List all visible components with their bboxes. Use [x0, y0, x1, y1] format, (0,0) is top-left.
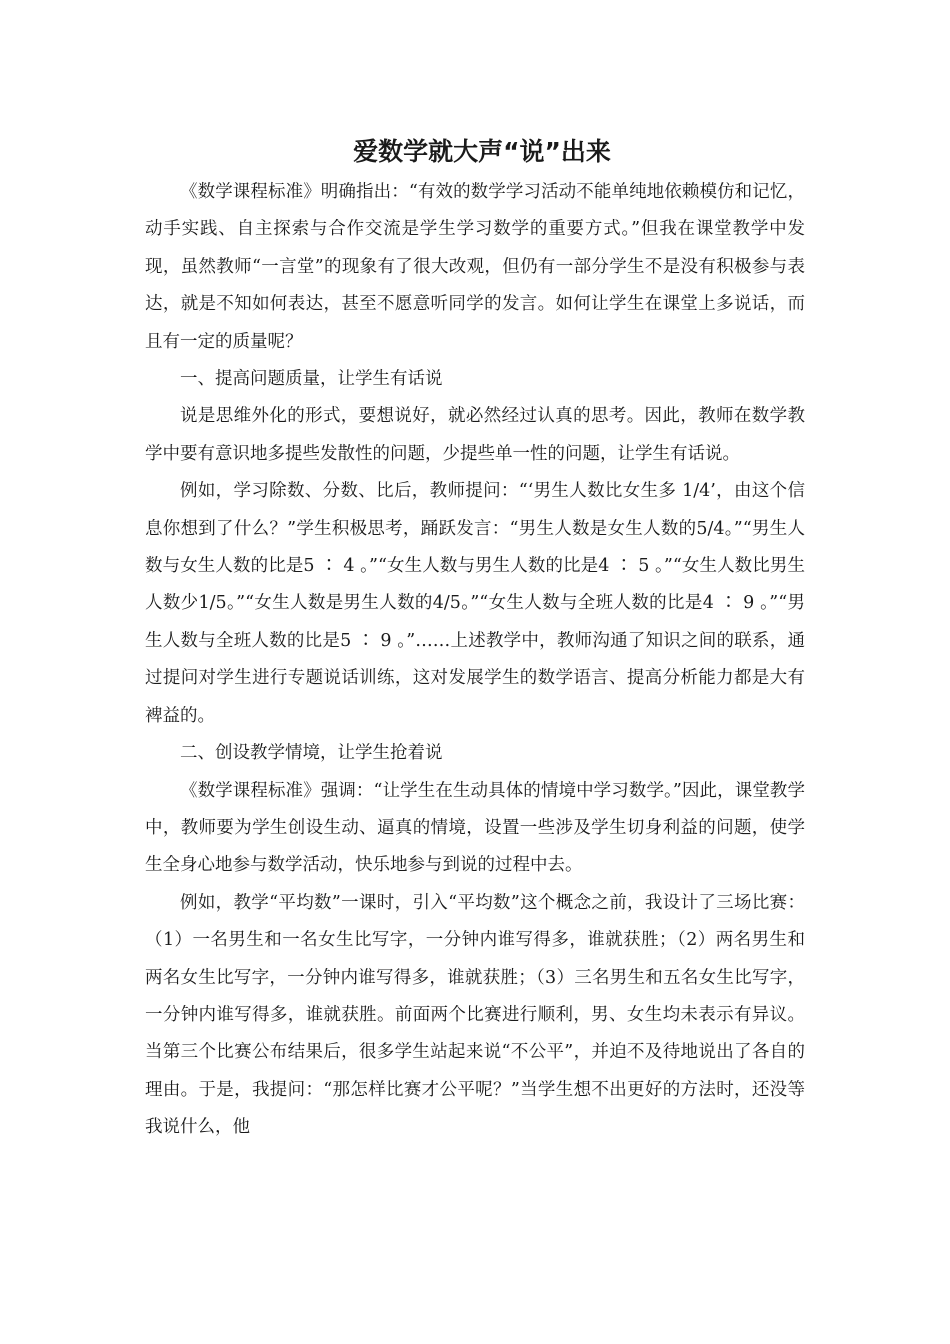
section-heading-2: 二、创设教学情境，让学生抢着说: [180, 743, 443, 764]
section-heading-1: 一、提高问题质量，让学生有话说: [180, 369, 443, 390]
document-body: [145, 130, 805, 1147]
paragraph-section-2-example: 例如，教学“平均数”一课时，引入“平均数”这个概念之前，我设计了三场比赛：（1）一名男生和一名女生比写字，一分钟内谁写得多，谁就获胜；（2）两名男生和两名女生比写字，一分钟内谁写得多，谁就获胜；（3）三名男生和五名女生比写字，一分钟内谁写得多，谁就获胜。前面两个比赛进行顺利，男、女生均未表示有异议。当第三个比赛公布结果后，很多学生站起来说“不公平”，并迫不及待地说出了各自的理由。于是，我提问：“那怎样比赛才公平呢？”当学生想不出更好的方法时，还没等我说什么，他: [145, 892, 805, 1138]
paragraph-section-1-body: 说是思维外化的形式，要想说好，就必然经过认真的思考。因此，教师在数学教学中要有意识地多提些发散性的问题，少提些单一性的问题，让学生有话说。: [145, 406, 805, 464]
paragraph-intro: 《数学课程标准》明确指出：“有效的数学学习活动不能单纯地依赖模仿和记忆，动手实践、自主探索与合作交流是学生学习数学的重要方式。”但我在课堂教学中发现，虽然教师“一言堂”的现象有了很大改观，但仍有一部分学生不是没有积极参与表达，就是不知如何表达，甚至不愿意听同学的发言。如何让学生在课堂上多说话，而且有一定的质量呢？: [145, 182, 805, 352]
paragraph-section-2-body: 《数学课程标准》强调：“让学生在生动具体的情境中学习数学。”因此，课堂教学中，教师要为学生创设生动、逼真的情境，设置一些涉及学生切身利益的问题，使学生全身心地参与数学活动，快乐地参与到说的过程中去。: [145, 780, 805, 876]
paragraph-section-1-example: 例如，学习除数、分数、比后，教师提问：“‘男生人数比女生多 1/4’，由这个信息你想到了什么？”学生积极思考，踊跃发言：“男生人数是女生人数的5/4。”“男生人数与女生人数的比是5 ∶ 4 。”“女生人数与男生人数的比是4 ∶ 5 。”“女生人数比男生人数少1/5。”“女生人数是男生人数的4/5。”“女生人数与全班人数的比是4 ∶ 9 。”“男生人数与全班人数的比是5 ∶ 9 。”……上述教学中，教师沟通了知识之间的联系，通过提问对学生进行专题说话训练，这对发展学生的数学语言、提高分析能力都是大有裨益的。: [145, 481, 805, 726]
document-title: 爱数学就大声“说”出来: [353, 137, 611, 166]
